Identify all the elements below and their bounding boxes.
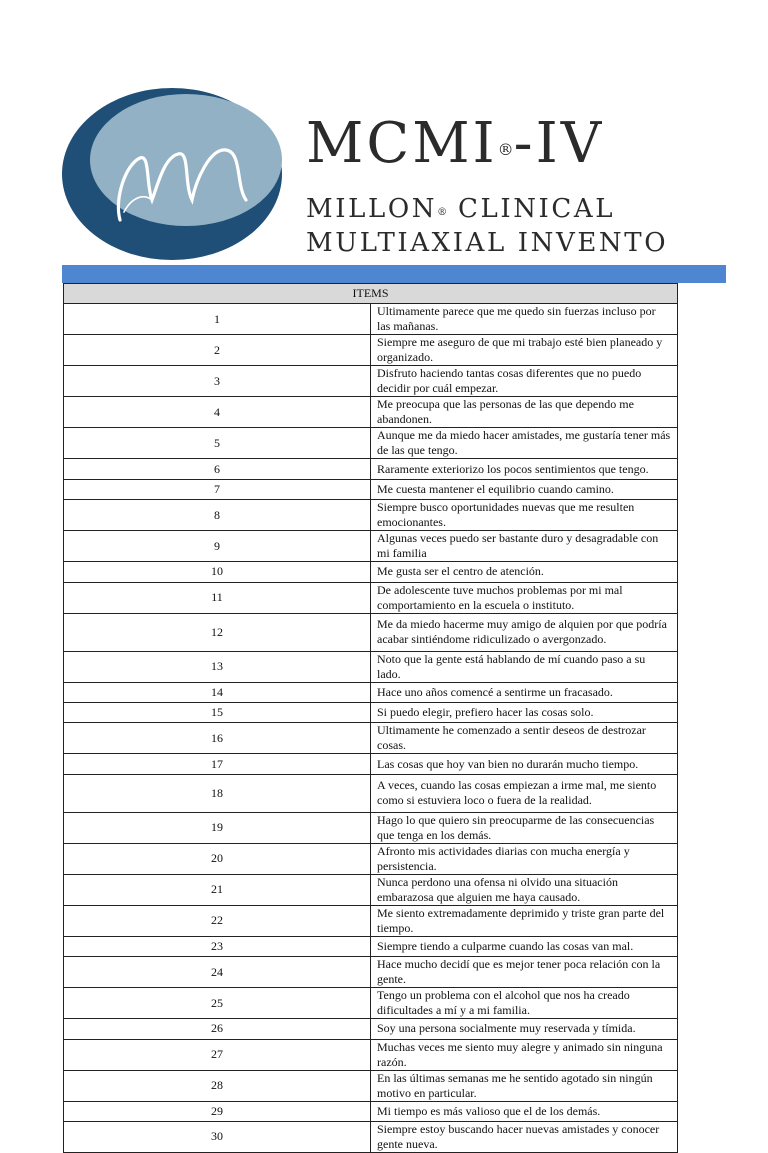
table-row [64, 1121, 678, 1152]
item-text: A veces, cuando las cosas empiezan a irme mal, me siento como si estuviera loco o fuera de la realidad. [371, 774, 678, 812]
item-number: 29 [64, 1101, 371, 1121]
table-row [64, 843, 678, 874]
table-row [64, 304, 678, 335]
item-number: 12 [64, 613, 371, 651]
table-row [64, 957, 678, 988]
table-row [64, 335, 678, 366]
item-number: 20 [64, 843, 371, 874]
item-text: Noto que la gente está hablando de mí cuando paso a su lado. [371, 651, 678, 682]
table-row [64, 531, 678, 562]
item-text: Las cosas que hoy van bien no durarán mucho tiempo. [371, 754, 678, 774]
table-row [64, 562, 678, 582]
item-text: Algunas veces puedo ser bastante duro y desagradable con mi familia [371, 531, 678, 562]
item-text: Me gusta ser el centro de atención. [371, 562, 678, 582]
table-row [64, 812, 678, 843]
item-text: Ultimamente parece que me quedo sin fuerzas incluso por las mañanas. [371, 304, 678, 335]
table-row [64, 1101, 678, 1121]
table-row [64, 774, 678, 812]
table-row [64, 988, 678, 1019]
item-number: 1 [64, 304, 371, 335]
item-number: 16 [64, 723, 371, 754]
item-text: Siempre busco oportunidades nuevas que me resulten emocionantes. [371, 500, 678, 531]
table-row [64, 500, 678, 531]
item-number: 27 [64, 1039, 371, 1070]
item-text: Siempre estoy buscando hacer nuevas amistades y conocer gente nueva. [371, 1121, 678, 1152]
item-text: Siempre tiendo a culparme cuando las cosas van mal. [371, 936, 678, 956]
item-number: 7 [64, 479, 371, 499]
table-row [64, 428, 678, 459]
item-number: 6 [64, 459, 371, 479]
item-number: 22 [64, 905, 371, 936]
item-text: Hace uno años comencé a sentirme un fracasado. [371, 682, 678, 702]
item-number: 24 [64, 957, 371, 988]
item-text: Afronto mis actividades diarias con mucha energía y persistencia. [371, 843, 678, 874]
brand-title: MCMI®-IV [306, 112, 605, 176]
item-number: 17 [64, 754, 371, 774]
item-number: 26 [64, 1019, 371, 1039]
item-number: 11 [64, 582, 371, 613]
item-number: 18 [64, 774, 371, 812]
mcmi-logo [60, 88, 290, 268]
item-number: 5 [64, 428, 371, 459]
brand-subtitle-line1: MILLON® CLINICAL [306, 194, 616, 224]
table-row [64, 651, 678, 682]
item-text: Nunca perdono una ofensa ni olvido una situación embarazosa que alguien me haya causado. [371, 874, 678, 905]
item-text: Muchas veces me siento muy alegre y animado sin ninguna razón. [371, 1039, 678, 1070]
table-row [64, 905, 678, 936]
item-text: Hace mucho decidí que es mejor tener poca relación con la gente. [371, 957, 678, 988]
item-text: De adolescente tuve muchos problemas por mi mal comportamiento en la escuela o instituto. [371, 582, 678, 613]
item-text: Mi tiempo es más valioso que el de los demás. [371, 1101, 678, 1121]
header-band [62, 265, 726, 283]
item-number: 23 [64, 936, 371, 956]
table-row [64, 1019, 678, 1039]
item-number: 2 [64, 335, 371, 366]
item-number: 13 [64, 651, 371, 682]
item-number: 25 [64, 988, 371, 1019]
item-number: 14 [64, 682, 371, 702]
item-text: Siempre me aseguro de que mi trabajo esté bien planeado y organizado. [371, 335, 678, 366]
item-text: Me preocupa que las personas de las que dependo me abandonen. [371, 397, 678, 428]
table-row [64, 702, 678, 722]
table-row [64, 754, 678, 774]
item-text: Ultimamente he comenzado a sentir deseos de destrozar cosas. [371, 723, 678, 754]
table-row [64, 366, 678, 397]
table-row [64, 936, 678, 956]
item-number: 15 [64, 702, 371, 722]
brand-subtitle-line2: MULTIAXIAL INVENTO [306, 228, 669, 258]
item-number: 19 [64, 812, 371, 843]
item-number: 3 [64, 366, 371, 397]
item-text: Tengo un problema con el alcohol que nos ha creado dificultades a mí y a mi familia. [371, 988, 678, 1019]
item-text: Me da miedo hacerme muy amigo de alquien por que podría acabar sintiéndome ridiculizado o avergonzado. [371, 613, 678, 651]
item-text: En las últimas semanas me he sentido agotado sin ningún motivo en particular. [371, 1070, 678, 1101]
table-row [64, 582, 678, 613]
item-number: 8 [64, 500, 371, 531]
table-row [64, 723, 678, 754]
table-row [64, 874, 678, 905]
item-text: Disfruto haciendo tantas cosas diferentes que no puedo decidir por cuál empezar. [371, 366, 678, 397]
item-text: Aunque me da miedo hacer amistades, me gustaría tener más de las que tengo. [371, 428, 678, 459]
item-number: 21 [64, 874, 371, 905]
item-text: Me cuesta mantener el equilibrio cuando camino. [371, 479, 678, 499]
item-number: 9 [64, 531, 371, 562]
table-row [64, 397, 678, 428]
item-text: Hago lo que quiero sin preocuparme de las consecuencias que tenga en los demás. [371, 812, 678, 843]
table-row [64, 682, 678, 702]
item-text: Si puedo elegir, prefiero hacer las cosas solo. [371, 702, 678, 722]
item-text: Soy una persona socialmente muy reservada y tímida. [371, 1019, 678, 1039]
item-number: 30 [64, 1121, 371, 1152]
table-row [64, 459, 678, 479]
table-row [64, 1070, 678, 1101]
item-number: 10 [64, 562, 371, 582]
item-text: Me siento extremadamente deprimido y triste gran parte del tiempo. [371, 905, 678, 936]
item-text: Raramente exteriorizo los pocos sentimientos que tengo. [371, 459, 678, 479]
items-table-header: ITEMS [64, 284, 678, 304]
table-row [64, 1039, 678, 1070]
item-number: 28 [64, 1070, 371, 1101]
table-row [64, 613, 678, 651]
item-number: 4 [64, 397, 371, 428]
items-table [63, 283, 678, 1153]
table-row [64, 479, 678, 499]
